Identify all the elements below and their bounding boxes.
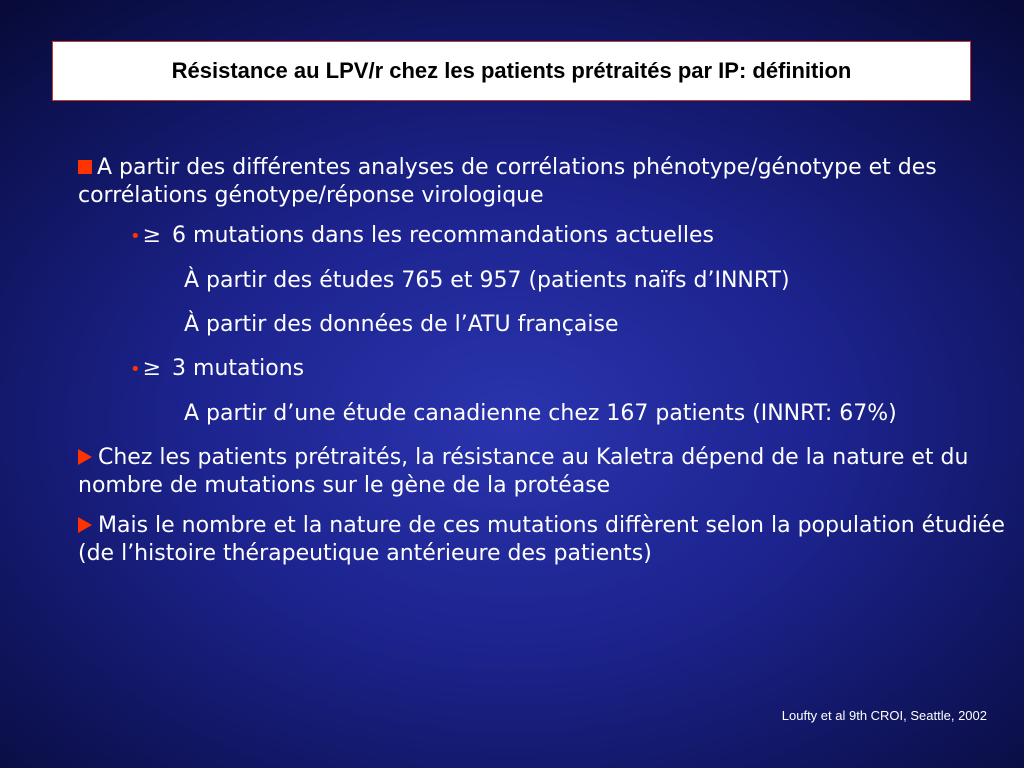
arrow-bullet-icon <box>78 517 92 533</box>
square-bullet-icon <box>78 160 92 174</box>
bullet-item-6 <box>78 400 1013 428</box>
bullet-text: A partir des différentes analyses de corrélations phénotype/génotype et des corrélations génotype/réponse virologique <box>78 155 937 208</box>
dot-bullet-icon: • <box>130 359 141 380</box>
bullet-text: Mais le nombre et la nature de ces mutations diffèrent selon la population étudiée (de l’histoire thérapeutique antérieure des patients) <box>78 513 1005 566</box>
bullet-item-5 <box>78 355 1013 384</box>
bullet-item-3 <box>78 267 1013 295</box>
bullet-text: 6 mutations dans les recommandations actuelles <box>165 223 714 248</box>
bullet-item-4 <box>78 311 1013 339</box>
bullet-text: Chez les patients prétraités, la résistance au Kaletra dépend de la nature et du nombre de mutations sur le gène de la protéase <box>78 445 969 498</box>
bullet-text: 3 mutations <box>165 356 305 381</box>
bullet-item-8 <box>78 512 1013 568</box>
slide-title: Résistance au LPV/r chez les patients prétraités par IP: définition <box>171 58 852 83</box>
bullet-item-1 <box>78 154 1013 210</box>
greater-equal-symbol: ≥ <box>142 356 162 381</box>
bullet-text: À partir des données de l’ATU française <box>184 312 619 337</box>
bullet-item-7 <box>78 444 1013 500</box>
bullet-text: À partir des études 765 et 957 (patients naïfs d’INNRT) <box>184 268 790 293</box>
slide-title-box <box>52 41 971 101</box>
slide-body <box>78 154 1013 580</box>
bullet-item-2 <box>78 222 1013 251</box>
bullet-text: A partir d’une étude canadienne chez 167 patients (INNRT: 67%) <box>184 401 897 426</box>
greater-equal-symbol: ≥ <box>142 223 162 248</box>
citation: Loufty et al 9th CROI, Seattle, 2002 <box>781 708 987 723</box>
dot-bullet-icon: • <box>130 226 141 247</box>
arrow-bullet-icon <box>78 449 92 465</box>
